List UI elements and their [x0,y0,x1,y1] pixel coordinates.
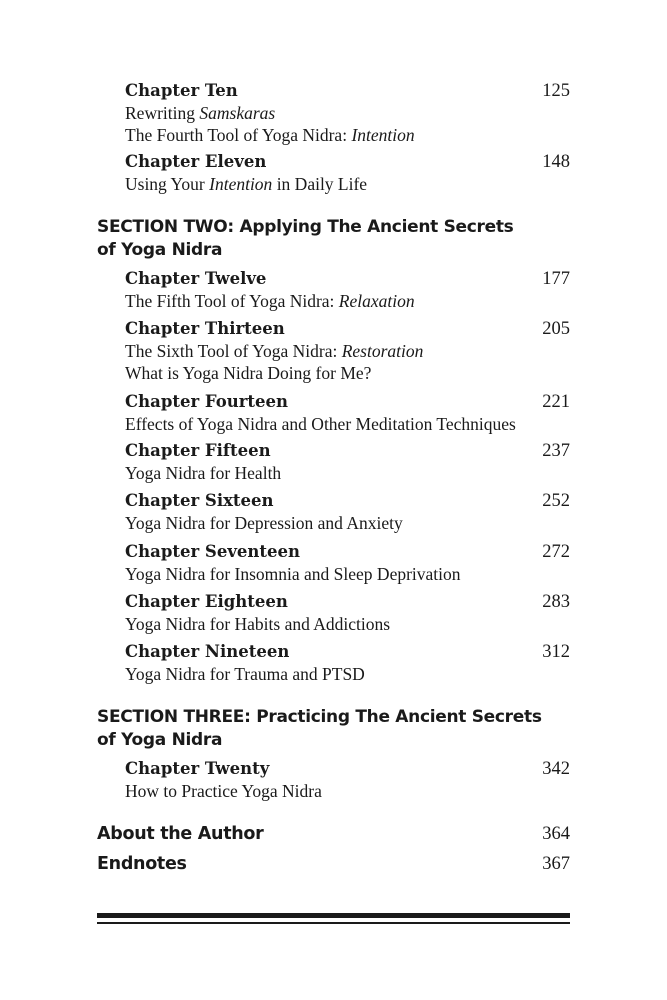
page-number: 367 [542,854,570,874]
chapter-title: Chapter Thirteen [125,319,285,338]
toc-entry[interactable] [125,318,570,384]
chapter-subtitle: Yoga Nidra for Trauma and PTSD [125,664,365,684]
chapter-subtitle: Yoga Nidra for Insomnia and Sleep Deprivation [125,564,461,584]
toc-entry[interactable] [125,80,570,146]
section-heading: SECTION TWO: Applying The Ancient Secrets of Yoga Nidra [97,217,514,260]
toc-entry[interactable] [125,151,570,195]
chapter-title: Chapter Fourteen [125,392,289,411]
chapter-title: Chapter Fifteen [125,441,271,460]
chapter-title: Chapter Nineteen [125,642,290,661]
toc-entry[interactable] [125,268,570,312]
chapter-subtitle: Effects of Yoga Nidra and Other Meditation Techniques [125,414,516,434]
page-number: 237 [542,441,570,461]
page-number: 125 [542,81,570,101]
page-number: 342 [542,759,570,779]
page-number: 272 [542,542,570,562]
chapter-subtitle: Rewriting Samskaras [125,103,276,123]
chapter-subtitle: Yoga Nidra for Habits and Addictions [125,614,391,634]
chapter-title: Chapter Seventeen [125,542,301,561]
chapter-subtitle: The Sixth Tool of Yoga Nidra: Restoration [125,341,424,361]
back-matter-title: About the Author [97,824,264,844]
chapter-title: Chapter Twenty [125,759,270,778]
back-matter-title: Endnotes [97,854,187,874]
toc-entry[interactable] [125,391,570,435]
chapter-title: Chapter Eighteen [125,592,288,611]
chapter-subtitle: What is Yoga Nidra Doing for Me? [125,363,372,383]
toc-entry[interactable] [125,541,570,585]
toc-entry[interactable] [125,758,570,802]
footer-rule-thick [97,913,570,918]
toc-entry[interactable] [125,641,570,685]
toc-entry[interactable] [125,490,570,534]
footer-rule-thin [97,922,570,924]
page-number: 177 [542,269,570,289]
page-number: 205 [542,319,570,339]
chapter-subtitle: Yoga Nidra for Health [125,463,282,483]
page-number: 252 [542,491,570,511]
page-number: 364 [542,824,570,844]
toc-back-matter-entry[interactable] [97,822,570,846]
chapter-subtitle: How to Practice Yoga Nidra [125,781,322,801]
page-number: 283 [542,592,570,612]
page-number: 221 [542,392,570,412]
chapter-subtitle: Yoga Nidra for Depression and Anxiety [125,513,403,533]
chapter-subtitle: Using Your Intention in Daily Life [125,174,368,194]
page-number: 148 [542,152,570,172]
chapter-title: Chapter Sixteen [125,491,274,510]
chapter-title: Chapter Twelve [125,269,267,288]
page-number: 312 [542,642,570,662]
chapter-subtitle: The Fifth Tool of Yoga Nidra: Relaxation [125,291,415,311]
toc-back-matter-entry[interactable] [97,852,570,876]
toc-entry[interactable] [125,591,570,635]
chapter-title: Chapter Eleven [125,152,267,171]
section-heading: SECTION THREE: Practicing The Ancient Secrets of Yoga Nidra [97,707,542,750]
toc-entry[interactable] [125,440,570,484]
chapter-subtitle: The Fourth Tool of Yoga Nidra: Intention [125,125,415,145]
chapter-title: Chapter Ten [125,81,238,100]
